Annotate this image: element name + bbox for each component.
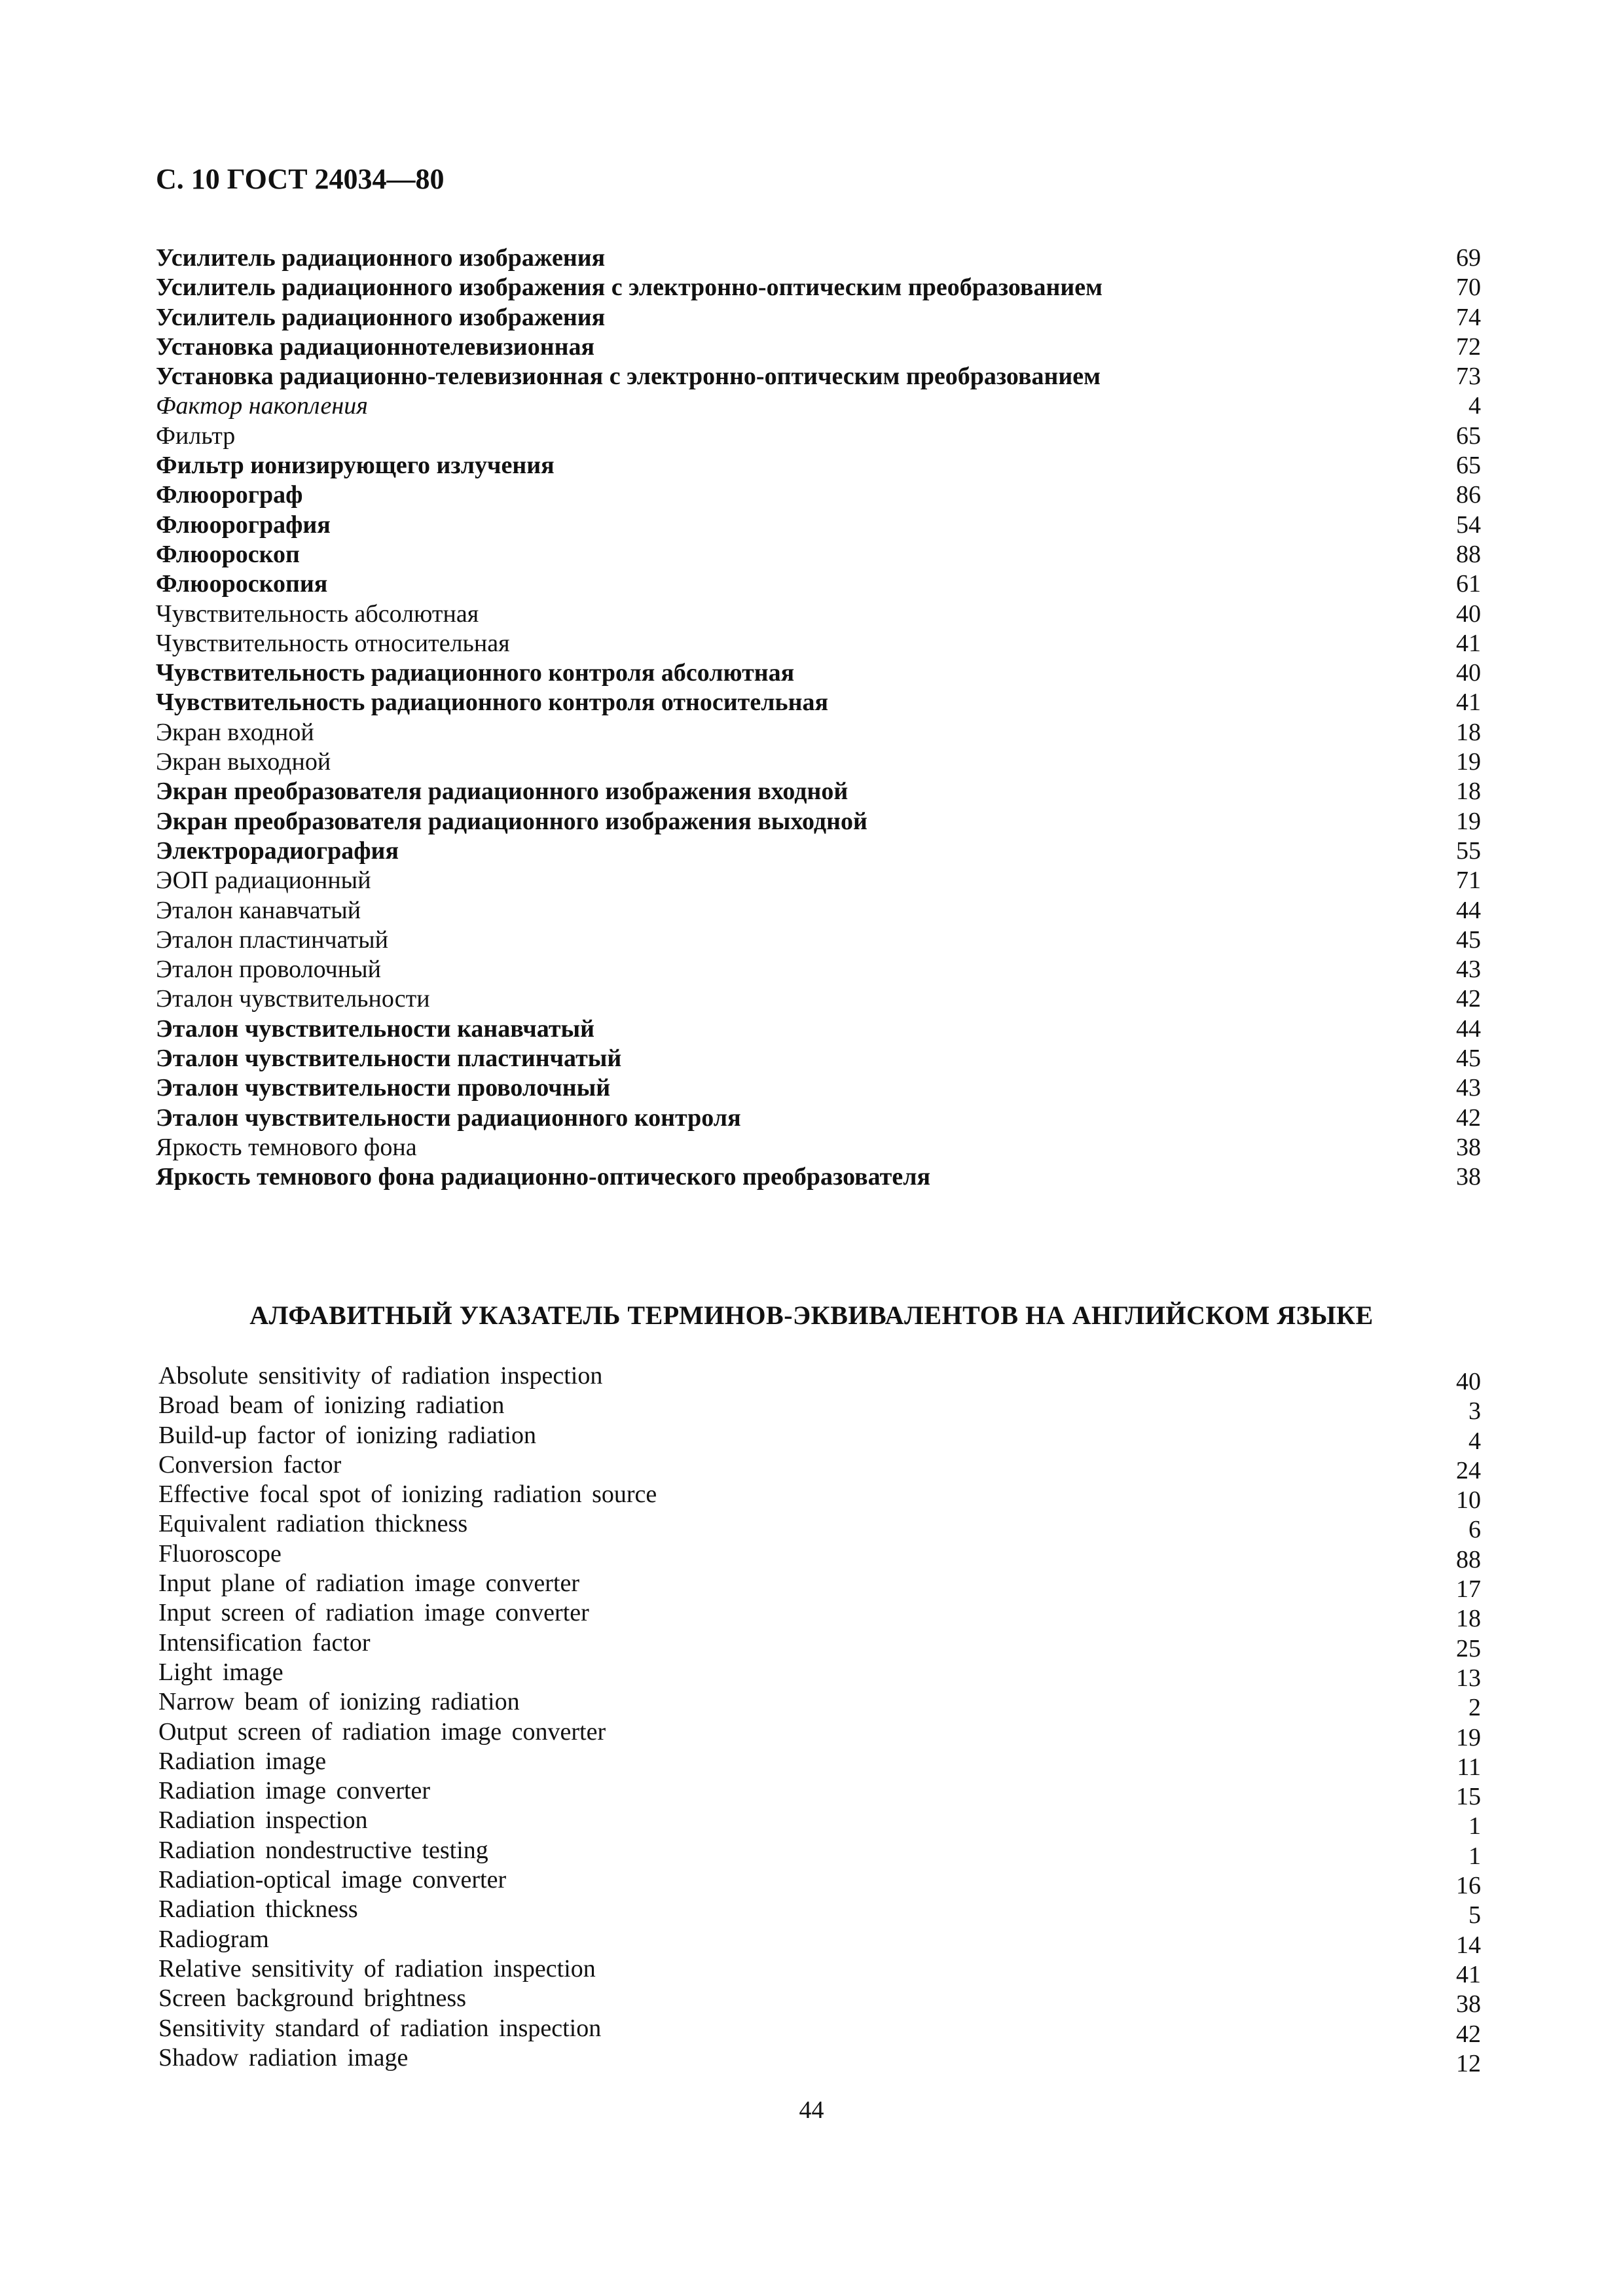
index-term: Intensification factor bbox=[158, 1628, 371, 1657]
index-term: Radiation thickness bbox=[158, 1895, 358, 1924]
index-page-number: 24 bbox=[1456, 1456, 1481, 1484]
index-term: Эталон чувствительности радиационного контроля bbox=[156, 1103, 741, 1132]
index-term: Чувствительность радиационного контроля абсолютная bbox=[156, 659, 795, 687]
index-page-number: 25 bbox=[1456, 1634, 1481, 1662]
en-index-row bbox=[158, 1836, 1481, 1870]
index-term: Screen background brightness bbox=[158, 1984, 466, 2013]
index-term: Эталон чувствительности пластинчатый bbox=[156, 1045, 622, 1073]
ru-index-row bbox=[156, 896, 1481, 925]
en-index-row bbox=[158, 1421, 1481, 1455]
index-term: Экран преобразователя радиационного изображения входной bbox=[156, 778, 848, 806]
en-index-row bbox=[158, 1391, 1481, 1426]
index-page-number: 12 bbox=[1456, 2049, 1481, 2077]
index-term: Эталон канавчатый bbox=[156, 896, 361, 924]
index-page-number: 4 bbox=[1468, 1427, 1481, 1455]
index-page-number: 19 bbox=[1456, 1723, 1481, 1751]
index-term: Conversion factor bbox=[158, 1450, 342, 1479]
ru-index-row bbox=[156, 332, 1481, 362]
index-term: Флюорография bbox=[156, 511, 331, 539]
index-page-number: 88 bbox=[1456, 1545, 1481, 1573]
index-page-number: 71 bbox=[1456, 867, 1481, 895]
index-page-number: 38 bbox=[1456, 1163, 1481, 1191]
ru-index-row bbox=[156, 243, 1481, 273]
ru-index-row bbox=[156, 1044, 1481, 1073]
index-page-number: 54 bbox=[1456, 511, 1481, 539]
index-term: Установка радиационно-телевизионная с электронно-оптическим преобразованием bbox=[156, 363, 1101, 391]
index-page-number: 13 bbox=[1456, 1664, 1481, 1692]
index-term: Эталон пластинчатый bbox=[156, 925, 388, 954]
index-page-number: 45 bbox=[1456, 1045, 1481, 1073]
index-page-number: 1 bbox=[1468, 1842, 1481, 1870]
index-page-number: 41 bbox=[1456, 629, 1481, 657]
index-term: Усилитель радиационного изображения bbox=[156, 303, 606, 331]
index-page-number: 43 bbox=[1456, 1074, 1481, 1102]
index-term: Установка радиационнотелевизионная bbox=[156, 332, 595, 361]
index-term: Broad beam of ionizing radiation bbox=[158, 1391, 505, 1420]
index-term: Equivalent radiation thickness bbox=[158, 1510, 468, 1538]
ru-index-row bbox=[156, 1073, 1481, 1103]
index-term: ЭОП радиационный bbox=[156, 867, 371, 895]
en-index-row bbox=[158, 1569, 1481, 1604]
index-term: Флюороскопия bbox=[156, 570, 328, 598]
en-index-row bbox=[158, 1658, 1481, 1692]
ru-index-row bbox=[156, 1103, 1481, 1133]
index-page-number: 42 bbox=[1456, 2020, 1481, 2048]
index-term: Narrow beam of ionizing radiation bbox=[158, 1688, 520, 1716]
en-index-row bbox=[158, 1450, 1481, 1484]
ru-index-row bbox=[156, 540, 1481, 569]
english-index-title: АЛФАВИТНЫЙ УКАЗАТЕЛЬ ТЕРМИНОВ-ЭКВИВАЛЕНТОВ НА АНГЛИЙСКОМ ЯЗЫКЕ bbox=[249, 1300, 1374, 1330]
index-term: Effective focal spot of ionizing radiation source bbox=[158, 1480, 657, 1509]
index-term: Эталон чувствительности проволочный bbox=[156, 1074, 611, 1102]
index-term: Эталон проволочный bbox=[156, 956, 381, 984]
index-term: Эталон чувствительности bbox=[156, 985, 430, 1013]
en-index-row bbox=[158, 1509, 1481, 1544]
index-page-number: 44 bbox=[1456, 896, 1481, 924]
index-term: Флюорограф bbox=[156, 481, 303, 509]
ru-index-row bbox=[156, 391, 1481, 421]
index-page-number: 42 bbox=[1456, 985, 1481, 1013]
index-page-number: 86 bbox=[1456, 481, 1481, 509]
index-term: Экран выходной bbox=[156, 748, 331, 776]
index-term: Чувствительность радиационного контроля относительная bbox=[156, 689, 829, 717]
page-header: С. 10 ГОСТ 24034—80 bbox=[156, 163, 445, 195]
ru-index-row bbox=[156, 303, 1481, 332]
en-index-row bbox=[158, 2014, 1481, 2048]
index-page-number: 65 bbox=[1456, 422, 1481, 450]
en-index-row bbox=[158, 1687, 1481, 1722]
index-page-number: 15 bbox=[1456, 1783, 1481, 1811]
index-page-number: 41 bbox=[1456, 1960, 1481, 1988]
index-term: Light image bbox=[158, 1658, 283, 1686]
index-page-number: 14 bbox=[1456, 1931, 1481, 1959]
index-term: Экран преобразователя радиационного изображения выходной bbox=[156, 807, 867, 835]
index-term: Absolute sensitivity of radiation inspection bbox=[158, 1362, 603, 1390]
en-index-row bbox=[158, 1806, 1481, 1840]
ru-index-row bbox=[156, 688, 1481, 717]
index-term: Build-up factor of ionizing radiation bbox=[158, 1421, 536, 1449]
index-page-number: 45 bbox=[1456, 925, 1481, 954]
en-index-row bbox=[158, 1747, 1481, 1781]
en-index-row bbox=[158, 1954, 1481, 1988]
index-page-number: 74 bbox=[1456, 303, 1481, 331]
index-term: Output screen of radiation image converter bbox=[158, 1717, 606, 1746]
index-term: Фактор накопления bbox=[156, 392, 368, 420]
en-index-row bbox=[158, 1480, 1481, 1515]
index-term: Экран входной bbox=[156, 718, 314, 746]
ru-index-row bbox=[156, 273, 1481, 302]
index-term: Input screen of radiation image converter bbox=[158, 1599, 589, 1627]
index-term: Яркость темнового фона bbox=[156, 1133, 417, 1161]
index-term: Усилитель радиационного изображения bbox=[156, 244, 606, 272]
index-page-number: 61 bbox=[1456, 570, 1481, 598]
index-page-number: 16 bbox=[1456, 1872, 1481, 1900]
index-page-number: 38 bbox=[1456, 1133, 1481, 1161]
index-term: Фильтр bbox=[156, 422, 236, 450]
index-page-number: 69 bbox=[1456, 244, 1481, 272]
index-page-number: 40 bbox=[1456, 1368, 1481, 1395]
index-term: Radiation nondestructive testing bbox=[158, 1836, 488, 1864]
index-term: Fluoroscope bbox=[158, 1539, 282, 1568]
en-index-row bbox=[158, 1865, 1481, 1900]
index-page-number: 73 bbox=[1456, 363, 1481, 391]
index-term: Shadow radiation image bbox=[158, 2043, 409, 2072]
index-term: Чувствительность абсолютная bbox=[156, 600, 479, 628]
index-term: Усилитель радиационного изображения с электронно-оптическим преобразованием bbox=[156, 274, 1103, 302]
russian-term-index bbox=[156, 243, 1481, 1193]
ru-index-row bbox=[156, 362, 1481, 391]
index-term: Input plane of radiation image converter bbox=[158, 1570, 580, 1598]
index-page-number: 44 bbox=[1456, 1014, 1481, 1043]
index-term: Radiation image converter bbox=[158, 1777, 431, 1805]
index-term: Фильтр ионизирующего излучения bbox=[156, 452, 555, 480]
en-index-row bbox=[158, 1361, 1481, 1395]
index-page-number: 42 bbox=[1456, 1103, 1481, 1132]
en-index-row bbox=[158, 1984, 1481, 2018]
index-page-number: 65 bbox=[1456, 452, 1481, 480]
index-page-number: 11 bbox=[1457, 1753, 1481, 1781]
ru-index-row bbox=[156, 807, 1481, 836]
index-page-number: 4 bbox=[1468, 392, 1481, 420]
ru-index-row bbox=[156, 925, 1481, 955]
index-term: Чувствительность относительная bbox=[156, 629, 510, 657]
index-page-number: 72 bbox=[1456, 332, 1481, 361]
en-index-row bbox=[158, 1776, 1481, 1811]
index-term: Флюороскоп bbox=[156, 540, 300, 568]
index-page-number: 38 bbox=[1456, 1990, 1481, 2018]
index-page-number: 55 bbox=[1456, 836, 1481, 865]
index-term: Sensitivity standard of radiation inspection bbox=[158, 2014, 602, 2042]
ru-index-row bbox=[156, 718, 1481, 747]
index-page-number: 6 bbox=[1468, 1516, 1481, 1544]
index-term: Radiogram bbox=[158, 1925, 269, 1953]
ru-index-row bbox=[156, 629, 1481, 658]
index-term: Radiation image bbox=[158, 1747, 327, 1775]
index-term: Яркость темнового фона радиационно-оптического преобразователя bbox=[156, 1163, 931, 1191]
index-page-number: 88 bbox=[1456, 540, 1481, 568]
index-term: Relative sensitivity of radiation inspection bbox=[158, 1954, 596, 1982]
en-index-row bbox=[158, 1628, 1481, 1662]
en-index-row bbox=[158, 1925, 1481, 1959]
index-page-number: 2 bbox=[1468, 1694, 1481, 1722]
ru-index-row bbox=[156, 777, 1481, 806]
ru-index-row bbox=[156, 955, 1481, 984]
index-page-number: 40 bbox=[1456, 659, 1481, 687]
ru-index-row bbox=[156, 747, 1481, 777]
ru-index-row bbox=[156, 1014, 1481, 1044]
en-index-row bbox=[158, 1717, 1481, 1751]
ru-index-row bbox=[156, 1162, 1481, 1192]
en-index-row bbox=[158, 1539, 1481, 1573]
index-page-number: 10 bbox=[1456, 1486, 1481, 1515]
ru-index-row bbox=[156, 511, 1481, 540]
index-page-number: 1 bbox=[1468, 1812, 1481, 1840]
index-term: Radiation-optical image converter bbox=[158, 1866, 507, 1894]
index-page-number: 18 bbox=[1456, 1605, 1481, 1633]
index-page-number: 18 bbox=[1456, 718, 1481, 746]
index-term: Электрорадиография bbox=[156, 836, 399, 865]
ru-index-row bbox=[156, 600, 1481, 629]
english-term-index bbox=[158, 1361, 1481, 2077]
index-page-number: 17 bbox=[1456, 1575, 1481, 1604]
en-index-row bbox=[158, 1895, 1481, 1929]
index-page-number: 18 bbox=[1456, 778, 1481, 806]
ru-index-row bbox=[156, 984, 1481, 1014]
en-index-row bbox=[158, 1598, 1481, 1633]
index-page-number: 43 bbox=[1456, 956, 1481, 984]
index-page-number: 19 bbox=[1456, 748, 1481, 776]
ru-index-row bbox=[156, 866, 1481, 895]
index-page-number: 3 bbox=[1468, 1397, 1481, 1426]
ru-index-row bbox=[156, 480, 1481, 510]
en-index-row bbox=[158, 2043, 1481, 2077]
index-term: Эталон чувствительности канавчатый bbox=[156, 1014, 595, 1043]
ru-index-row bbox=[156, 422, 1481, 451]
ru-index-row bbox=[156, 836, 1481, 866]
index-term: Radiation inspection bbox=[158, 1806, 368, 1835]
page-number: 44 bbox=[799, 2096, 824, 2124]
index-page-number: 5 bbox=[1468, 1901, 1481, 1929]
ru-index-row bbox=[156, 1133, 1481, 1162]
ru-index-row bbox=[156, 569, 1481, 599]
index-page-number: 40 bbox=[1456, 600, 1481, 628]
ru-index-row bbox=[156, 451, 1481, 480]
index-page-number: 19 bbox=[1456, 807, 1481, 835]
index-page-number: 41 bbox=[1456, 689, 1481, 717]
ru-index-row bbox=[156, 658, 1481, 688]
index-page-number: 70 bbox=[1456, 274, 1481, 302]
